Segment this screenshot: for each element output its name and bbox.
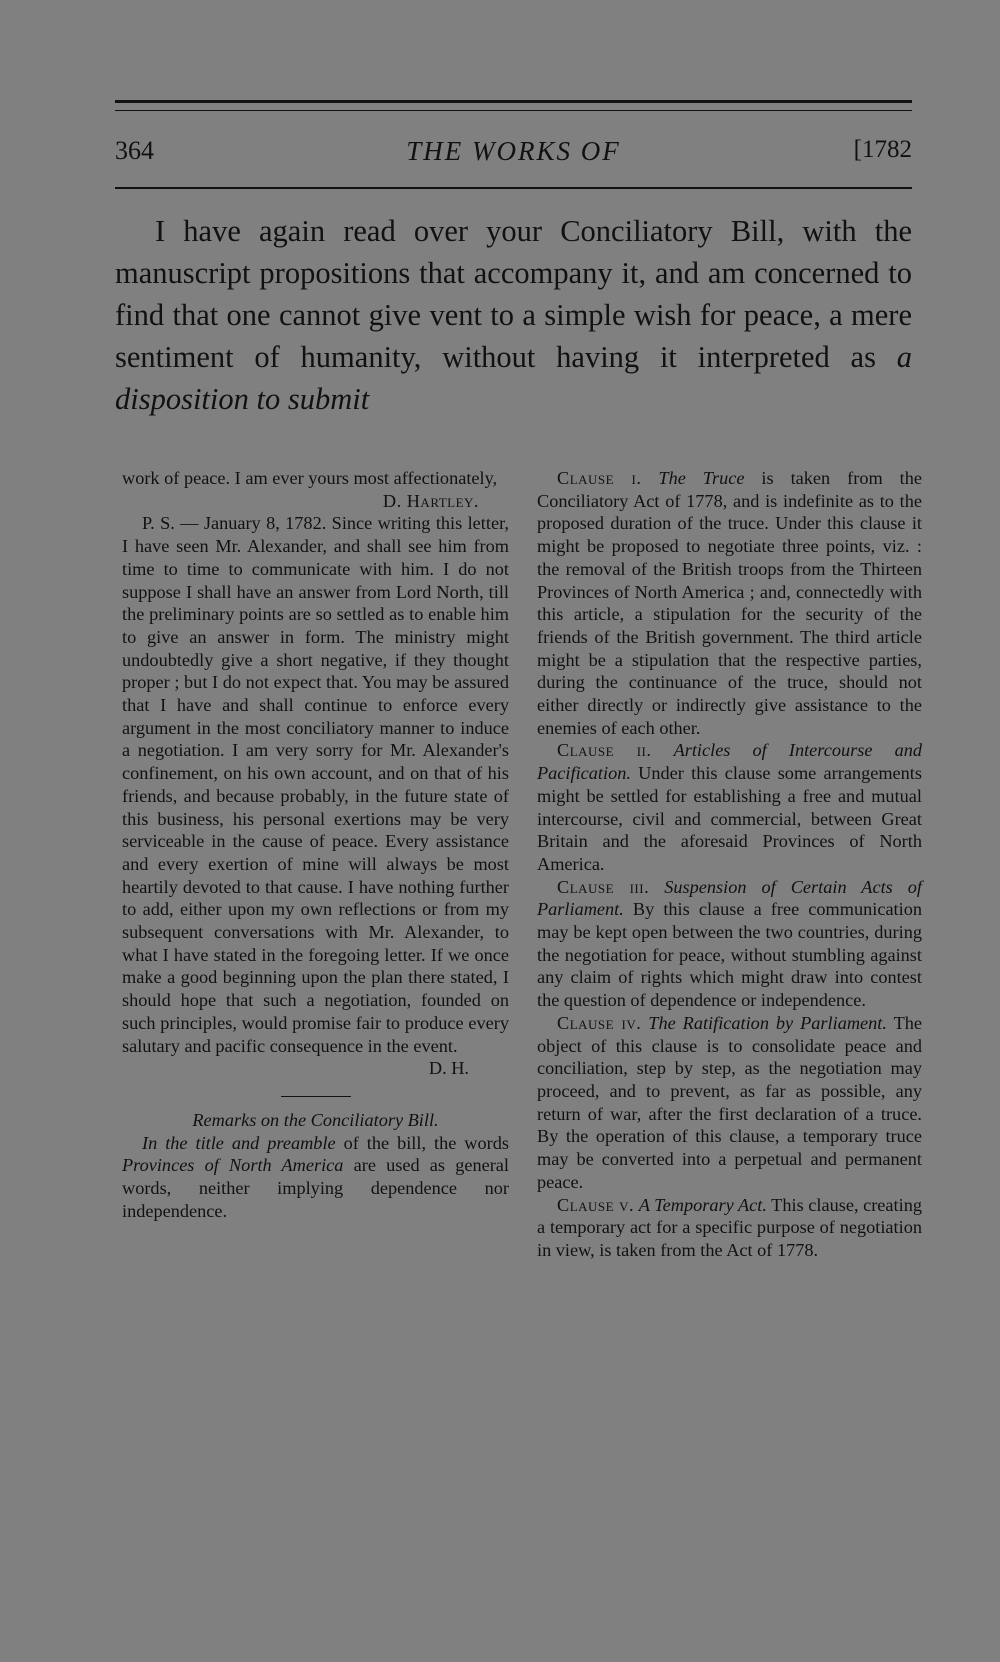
clause-3-text: By this clause a free communication may be kept open between the two countries, during the negotiation for peace, without stumbling against any claim of rights which might draw into contest the question of dependence or independence.	[537, 899, 922, 1011]
clause-2-text: Under this clause some arrangements might be settled for establishing a free and mutual intercourse, civil and commercial, between Great Britain and the aforesaid Provinces of North America.	[537, 763, 922, 874]
preamble-text-1: of the bill, the words	[335, 1132, 509, 1153]
left-column	[122, 467, 509, 1223]
section-heading: Remarks on the Conciliatory Bill.	[192, 1109, 439, 1130]
section-divider	[281, 1096, 351, 1097]
running-title: THE WORKS OF	[406, 136, 621, 166]
preamble-emph-2: Provinces of North America	[122, 1155, 344, 1176]
signature-hartley: D. Hartley.	[382, 490, 479, 511]
clause-3-label: Clause iii.	[557, 876, 650, 897]
clause-1-title: The Truce	[658, 468, 745, 488]
page-number: 364	[115, 136, 154, 165]
clause-5	[537, 1194, 922, 1262]
lead-paragraph	[115, 210, 912, 420]
lead-text: I have again read over your Conciliatory Bill, with the manuscript propositions that accompany it, and am concerned to find that one cannot give vent to a simple wish for peace, a mere sentiment of humanity, without having it interpreted as	[115, 214, 912, 374]
header-rule-thin	[115, 110, 912, 111]
running-header	[115, 136, 912, 172]
clause-4-label: Clause iv.	[557, 1012, 642, 1033]
clause-1-label: Clause i.	[557, 468, 642, 488]
clause-1-text: is taken from the Conciliatory Act of 1778, and is indefinite as to the proposed duration of the truce. Under this clause it might be proposed to negotiate three points, viz. : the removal of the British troops from the Thirteen Provinces of North America ; and, connectedly with this article, a stipulation for the security of the friends of the British government. The third article might be a stipulation that the respective parties, during the continuance of the truce, should not either directly or indirectly give assistance to the enemies of each other.	[537, 468, 922, 738]
clause-2-title: Articles of Intercourse and Pacification.	[537, 740, 923, 784]
signature-initials: D. H.	[428, 1058, 469, 1079]
closing-paragraph	[122, 467, 509, 511]
right-column	[537, 467, 922, 1262]
preamble-emph-1: In the title and preamble	[142, 1132, 336, 1153]
preamble-text-2: are used as general words, neither implying dependence nor independence.	[122, 1155, 509, 1221]
header-year: [1782	[853, 136, 912, 163]
clause-1	[537, 467, 922, 739]
closing-text: work of peace. I am ever yours most affectionately,	[122, 468, 498, 488]
clause-5-title: A Temporary Act.	[638, 1194, 767, 1215]
clause-4	[537, 1012, 922, 1194]
postscript-paragraph: P. S. — January 8, 1782. Since writing this letter, I have seen Mr. Alexander, and shall see him from time to time to communicate with him. I do not suppose I shall have an answer from Lord North, till the preliminary points are so settled as to enable him to give an answer in form. The ministry might undoubtedly give a short negative, if they thought proper ; but I do not expect that. You may be assured that I have and shall continue to enforce every argument in the most conciliatory manner to induce a negotiation. I am very sorry for Mr. Alexander's confinement, on his own account, and on that of his friends, and because probably, in the future state of this business, his personal exertions may be very serviceable in the cause of peace. Every assistance and every exertion of mine will always be most heartily devoted to that cause. I have nothing further to add, either upon my own reflections or from my subsequent conversations with Mr. Alexander, to what I have stated in the foregoing letter. If we once make a good beginning upon the plan there stated, I should hope that such a negotiation, founded on such principles, would promise fair to produce every salutary and pacific consequence in the event.	[122, 513, 509, 1056]
clause-5-text: This clause, creating a temporary act for a specific purpose of negotiation in view, is taken from the Act of 1778.	[537, 1194, 922, 1260]
clause-5-label: Clause v.	[557, 1194, 635, 1215]
clause-3-title: Suspension of Certain Acts of Parliament.	[537, 876, 922, 920]
clause-2	[537, 739, 922, 875]
clause-2-label: Clause ii.	[557, 740, 652, 761]
clause-4-title: The Ratification by Parliament.	[648, 1012, 887, 1033]
lead-emphasis: a disposition to submit	[115, 340, 912, 416]
header-rule-bottom	[115, 187, 912, 189]
clause-4-text: The object of this clause is to consolidate peace and conciliation, step by step, as the negotiation may proceed, and to prevent, as far as possible, any return of war, after the first declaration of a truce. By the operation of this clause, a temporary truce may be converted into a perpetual and permanent peace.	[537, 1012, 922, 1192]
header-rule-top	[115, 100, 912, 103]
clause-3	[537, 876, 922, 1012]
preamble-paragraph	[122, 1132, 509, 1223]
